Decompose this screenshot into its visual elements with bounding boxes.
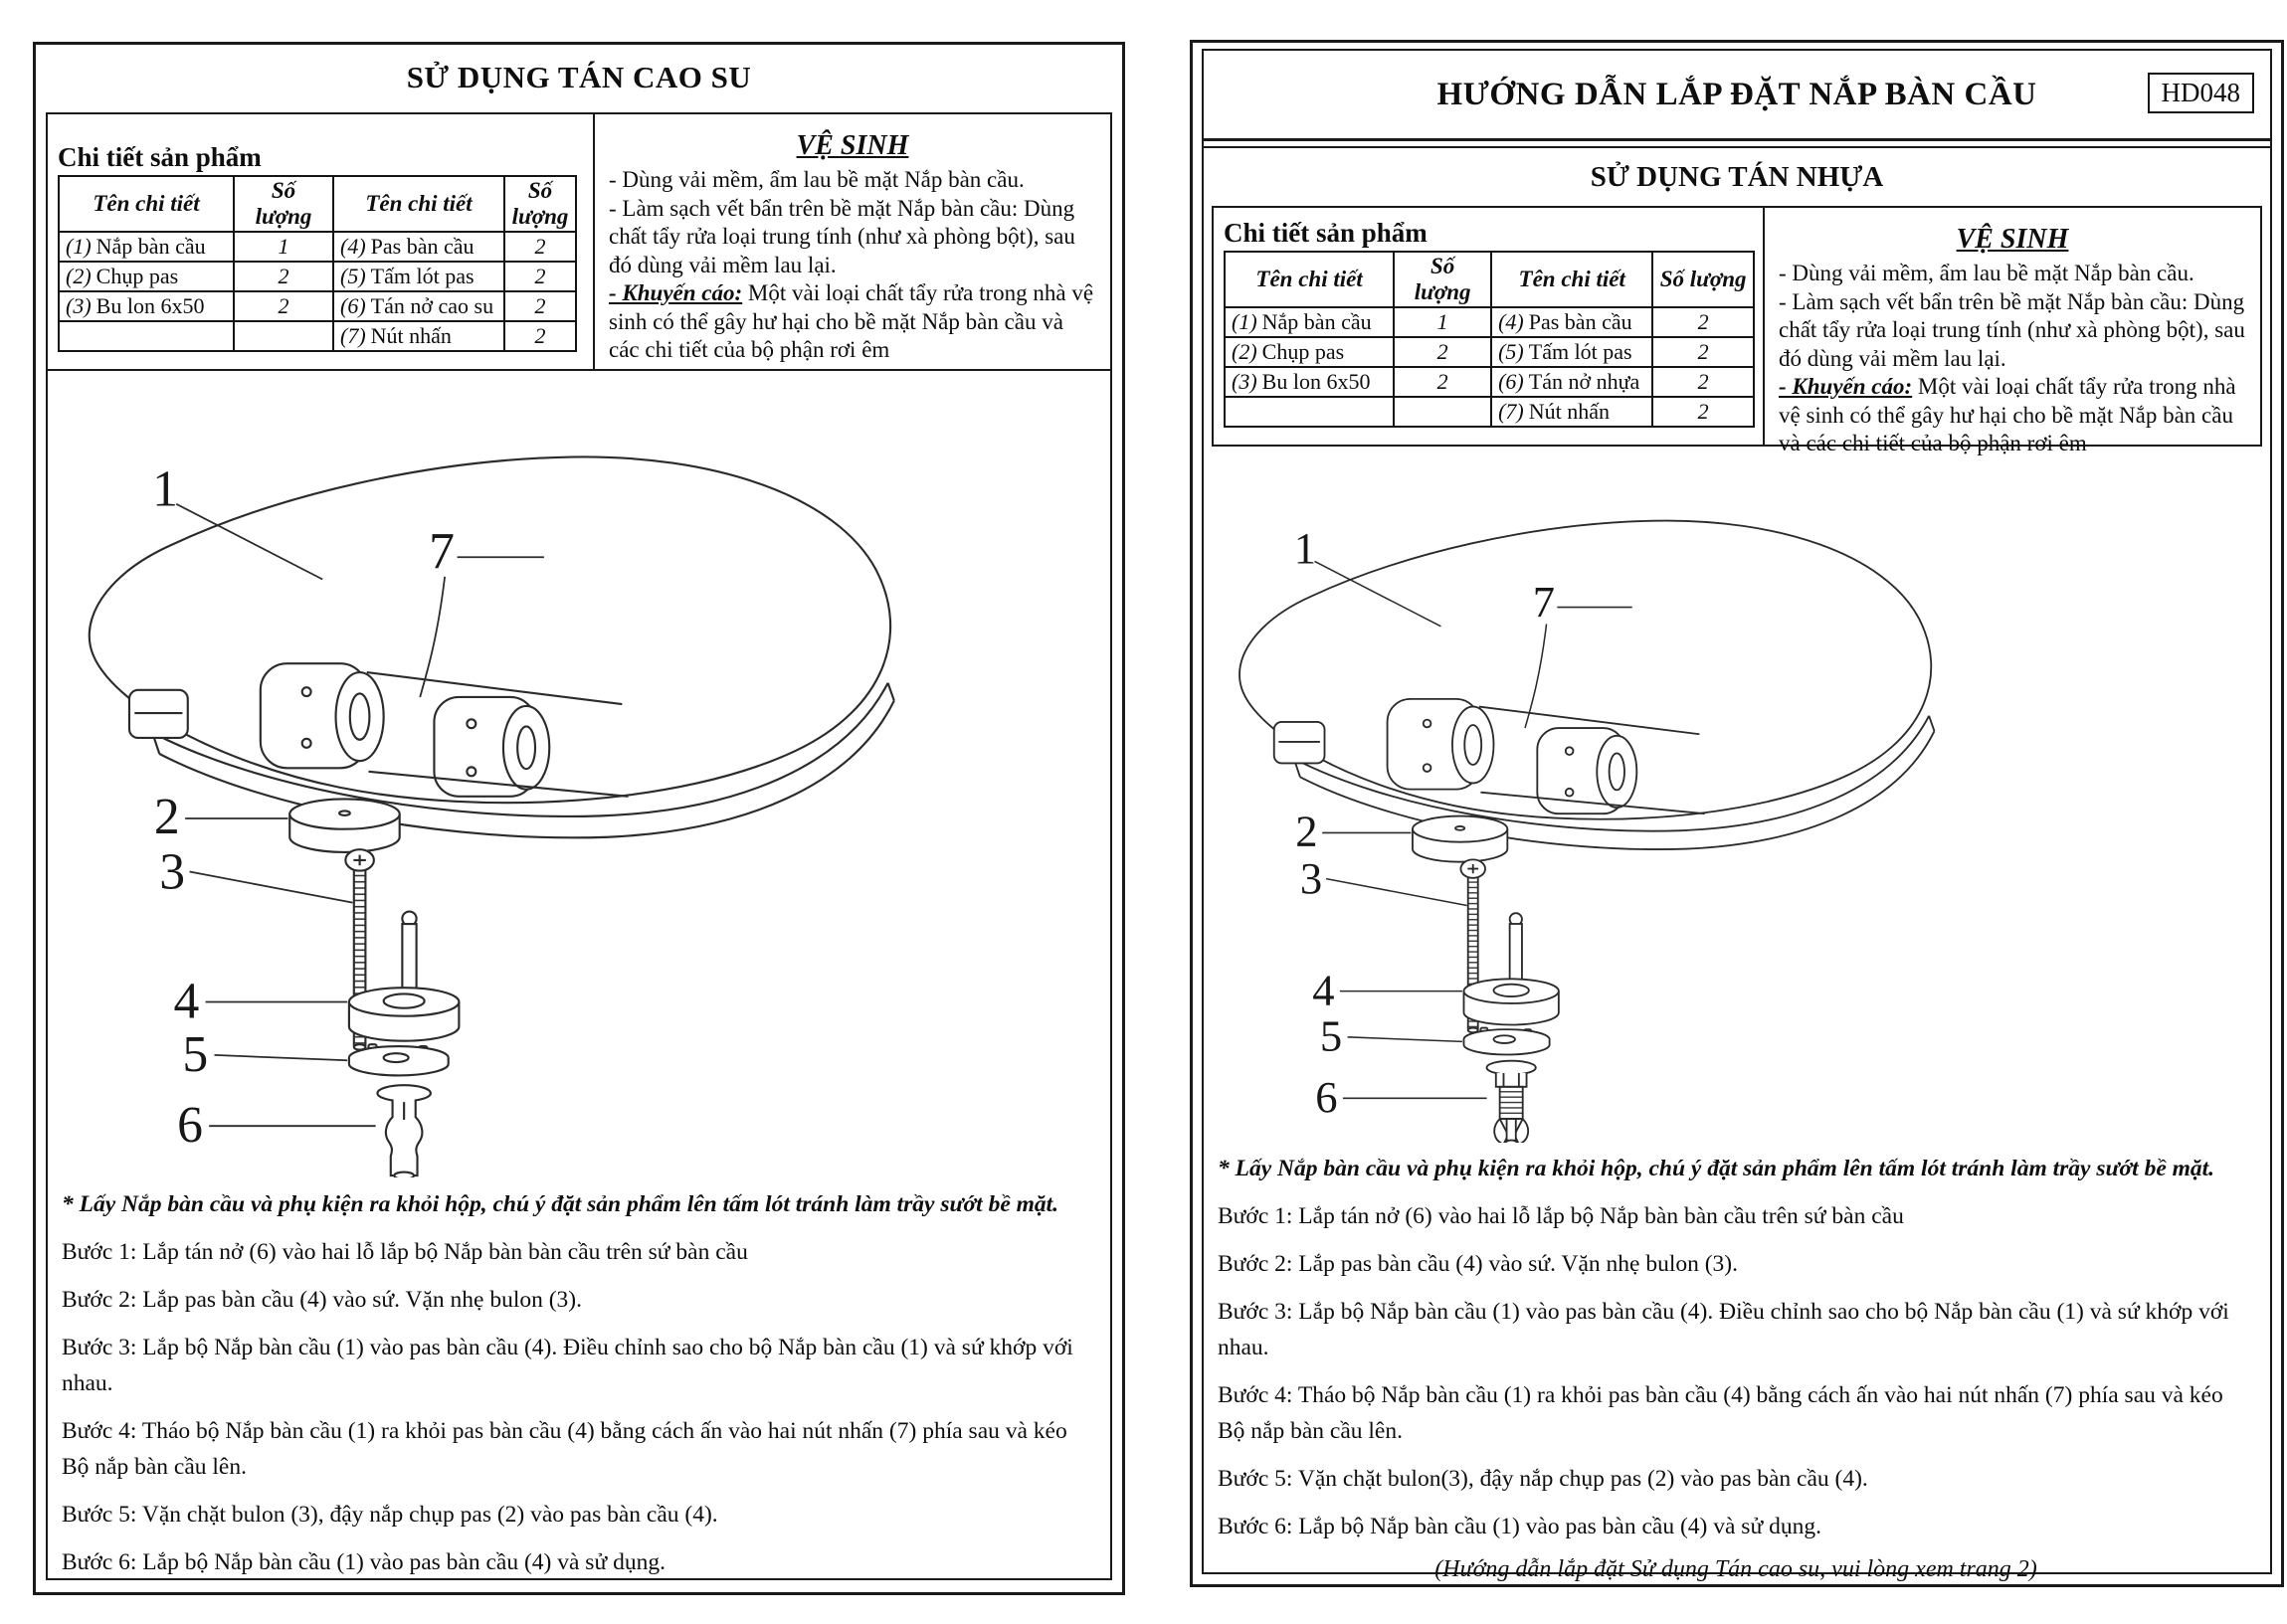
- col-header: Số lượng: [234, 176, 333, 232]
- diagram-label-4: 4: [1312, 965, 1335, 1015]
- diagram-label-2: 2: [1295, 806, 1318, 856]
- right-subtitle: SỬ DỤNG TÁN NHỰA: [1590, 160, 1884, 193]
- table-row: [59, 321, 576, 351]
- col-header: Số lượng: [504, 176, 576, 232]
- part-name: Chụp pas: [1261, 339, 1345, 364]
- warning-text: Một vài loại chất tẩy rửa trong nhà vệ sinh có thể gây hư hại cho bề mặt Nắp bàn cầu và các chi tiết của bộ phận rơi êm: [609, 280, 1094, 362]
- document-code-badge: HD048: [2148, 73, 2255, 113]
- cleaning-heading: VỆ SINH: [796, 130, 909, 161]
- part-number: (1): [66, 234, 92, 259]
- page-right: [1190, 40, 2284, 1587]
- part-qty: 2: [234, 262, 333, 291]
- cleaning-section: [593, 114, 1110, 369]
- part-qty: [234, 321, 333, 351]
- step-6: Bước 6: Lắp bộ Nắp bàn cầu (1) vào pas bàn cầu (4) và sử dụng.: [1218, 1514, 1821, 1539]
- part-qty: 2: [1652, 337, 1754, 367]
- left-inner-frame: [46, 112, 1112, 1580]
- part-number: (6): [1498, 369, 1524, 394]
- right-parts-cell: [1214, 208, 1763, 445]
- part-qty: 2: [1652, 307, 1754, 337]
- part-number: (2): [1232, 339, 1257, 364]
- cleaning-warning: [609, 279, 1096, 365]
- step-3: Bước 3: Lắp bộ Nắp bàn cầu (1) vào pas bàn cầu (4). Điều chỉnh sao cho bộ Nắp bàn cầu (1) và sứ khớp với nhau.: [62, 1335, 1073, 1396]
- table-row: [1225, 307, 1754, 337]
- step-3: Bước 3: Lắp bộ Nắp bàn cầu (1) vào pas bàn cầu (4). Điều chỉnh sao cho bộ Nắp bàn cầu (1) và sứ khớp với nhau.: [1218, 1299, 2229, 1360]
- table-row: [1225, 367, 1754, 397]
- diagram-label-4: 4: [173, 973, 200, 1030]
- part-qty: 2: [1394, 337, 1491, 367]
- part-number: (1): [1232, 309, 1257, 334]
- diagram-label-5: 5: [182, 1025, 209, 1083]
- part-number: (4): [340, 234, 366, 259]
- table-row: [59, 291, 576, 321]
- step-5: Bước 5: Vặn chặt bulon(3), đậy nắp chụp pas (2) vào pas bàn cầu (4).: [1218, 1466, 1868, 1492]
- part-qty: 2: [1652, 367, 1754, 397]
- step-6: Bước 6: Lắp bộ Nắp bàn cầu (1) vào pas bàn cầu (4) và sử dụng.: [62, 1549, 666, 1575]
- table-row: [1225, 397, 1754, 427]
- diagram-label-3: 3: [1299, 853, 1323, 904]
- part-name: Nắp bàn cầu: [95, 234, 206, 259]
- part-qty: [1394, 397, 1491, 427]
- part-name: Tấm lót pas: [1528, 339, 1632, 364]
- part-number: (3): [1232, 369, 1257, 394]
- table-row: [59, 262, 576, 291]
- col-header: Số lượng: [1394, 252, 1491, 307]
- part-number: (5): [1498, 339, 1524, 364]
- part-name: Pas bàn cầu: [1528, 309, 1632, 334]
- warning-label: - Khuyến cáo:: [1779, 374, 1913, 399]
- part-name: Nút nhấn: [1528, 399, 1611, 424]
- part-name: Tán nở nhựa: [1528, 369, 1640, 394]
- part-number: (4): [1498, 309, 1524, 334]
- part-name: Chụp pas: [95, 264, 179, 288]
- col-header: Tên chi tiết: [59, 176, 234, 232]
- part-qty: 1: [234, 232, 333, 262]
- step-1: Bước 1: Lắp tán nở (6) vào hai lỗ lắp bộ Nắp bàn bàn cầu trên sứ bàn cầu: [62, 1239, 748, 1265]
- cleaning-line: - Dùng vải mềm, ẩm lau bề mặt Nắp bàn cầu.: [609, 167, 1025, 192]
- table-row: [1225, 337, 1754, 367]
- part-name: Pas bàn cầu: [370, 234, 475, 259]
- diagram-label-1: 1: [152, 460, 178, 518]
- diagram-label-7: 7: [1532, 576, 1556, 627]
- right-inner-frame: [1202, 49, 2272, 1582]
- cleaning-warning: [1779, 373, 2246, 458]
- part-number: (2): [66, 264, 92, 288]
- part-qty: 2: [504, 262, 576, 291]
- warning-label: - Khuyến cáo:: [609, 280, 743, 305]
- warning-text: Một vài loại chất tẩy rửa trong nhà vệ sinh có thể gây hư hại cho bề mặt Nắp bàn cầu và các chi tiết của bộ phận rơi êm: [1779, 374, 2236, 455]
- right-steps-section: [1204, 1143, 2270, 1583]
- diagram-label-7: 7: [429, 522, 455, 580]
- step-5: Bước 5: Vặn chặt bulon (3), đậy nắp chụp pas (2) vào pas bàn cầu (4).: [62, 1502, 718, 1528]
- part-name: Bu lon 6x50: [1261, 369, 1371, 394]
- step-4: Bước 4: Tháo bộ Nắp bàn cầu (1) ra khỏi pas bàn cầu (4) bằng cách ấn vào hai nút nhấn (7) phía sau và kéo Bộ nắp bàn cầu lên.: [1218, 1382, 2223, 1444]
- diagram-label-1: 1: [1293, 522, 1317, 573]
- reference-note: (Hướng dẫn lắp đặt Sử dụng Tán cao su, vui lòng xem trang 2): [1434, 1556, 2037, 1582]
- diagram-label-5: 5: [1319, 1010, 1343, 1061]
- part-name: Bu lon 6x50: [95, 293, 205, 318]
- col-header: Số lượng: [1652, 252, 1754, 307]
- parts-table: [1224, 251, 1755, 428]
- step-1: Bước 1: Lắp tán nở (6) vào hai lỗ lắp bộ Nắp bàn bàn cầu trên sứ bàn cầu: [1218, 1203, 1904, 1229]
- col-header: Tên chi tiết: [1225, 252, 1394, 307]
- part-number: (5): [340, 264, 366, 288]
- part-number: (6): [340, 293, 366, 318]
- cleaning-section: [1763, 208, 2260, 455]
- part-qty: 1: [1394, 307, 1491, 337]
- part-qty: 2: [504, 232, 576, 262]
- diagram-label-3: 3: [159, 843, 186, 901]
- part-name: Tấm lót pas: [370, 264, 475, 288]
- part-number: (3): [66, 293, 92, 318]
- part-number: (7): [340, 323, 366, 348]
- part-qty: 2: [504, 321, 576, 351]
- steps-intro: * Lấy Nắp bàn cầu và phụ kiện ra khỏi hộp, chú ý đặt sản phẩm lên tấm lót tránh làm trầy sướt bề mặt.: [62, 1191, 1059, 1217]
- document-title: HƯỚNG DẪN LẮP ĐẶT NẮP BÀN CẦU: [1436, 76, 2037, 112]
- col-header: Tên chi tiết: [333, 176, 504, 232]
- step-2: Bước 2: Lắp pas bàn cầu (4) vào sứ. Vặn nhẹ bulon (3).: [62, 1287, 583, 1313]
- steps-intro: * Lấy Nắp bàn cầu và phụ kiện ra khỏi hộp, chú ý đặt sản phẩm lên tấm lót tránh làm trầy sướt bề mặt.: [1218, 1156, 2215, 1181]
- col-header: Tên chi tiết: [1491, 252, 1652, 307]
- left-parts-cell: [48, 114, 593, 369]
- cleaning-line: - Làm sạch vết bẩn trên bề mặt Nắp bàn cầu: Dùng chất tẩy rửa loại trung tính (như xà phòng bột), sau đó dùng vải mềm lau lại.: [609, 195, 1075, 277]
- diagram-label-6: 6: [177, 1097, 203, 1155]
- cleaning-heading: VỆ SINH: [1956, 224, 2069, 255]
- cleaning-line: - Làm sạch vết bẩn trên bề mặt Nắp bàn cầu: Dùng chất tẩy rửa loại trung tính (như xà phòng bột), sau đó dùng vải mềm lau lại.: [1779, 288, 2245, 371]
- diagram-label-6: 6: [1315, 1072, 1338, 1123]
- diagram-label-2: 2: [153, 789, 180, 846]
- part-qty: 2: [504, 291, 576, 321]
- parts-heading: Chi tiết sản phẩm: [1224, 218, 1428, 248]
- parts-table: [58, 175, 577, 352]
- right-titlebar: [1204, 51, 2270, 138]
- exploded-diagram-plastic: [1204, 447, 2045, 1143]
- left-steps-section: [48, 1178, 1110, 1592]
- parts-heading: Chi tiết sản phẩm: [58, 142, 262, 172]
- part-name: Tán nở cao su: [370, 293, 494, 318]
- left-page-title: SỬ DỤNG TÁN CAO SU: [406, 60, 752, 94]
- part-qty: 2: [1394, 367, 1491, 397]
- left-top-section: [48, 114, 1110, 371]
- step-2: Bước 2: Lắp pas bàn cầu (4) vào sứ. Vặn nhẹ bulon (3).: [1218, 1251, 1739, 1277]
- table-row: [59, 232, 576, 262]
- double-rule: [1204, 138, 2270, 148]
- part-qty: 2: [1652, 397, 1754, 427]
- part-name: Nắp bàn cầu: [1261, 309, 1372, 334]
- part-qty: 2: [234, 291, 333, 321]
- page-left: [33, 42, 1125, 1595]
- left-diagram-area: [48, 371, 1110, 1178]
- part-number: (7): [1498, 399, 1524, 424]
- part-name: Nút nhấn: [370, 323, 452, 348]
- right-top-section: [1212, 206, 2262, 455]
- cleaning-line: - Dùng vải mềm, ẩm lau bề mặt Nắp bàn cầu.: [1779, 261, 2194, 285]
- exploded-diagram-rubber: [48, 371, 1023, 1177]
- right-diagram-area: [1204, 447, 2270, 1143]
- step-4: Bước 4: Tháo bộ Nắp bàn cầu (1) ra khỏi pas bàn cầu (4) bằng cách ấn vào hai nút nhấn (7) phía sau và kéo Bộ nắp bàn cầu lên.: [62, 1418, 1067, 1480]
